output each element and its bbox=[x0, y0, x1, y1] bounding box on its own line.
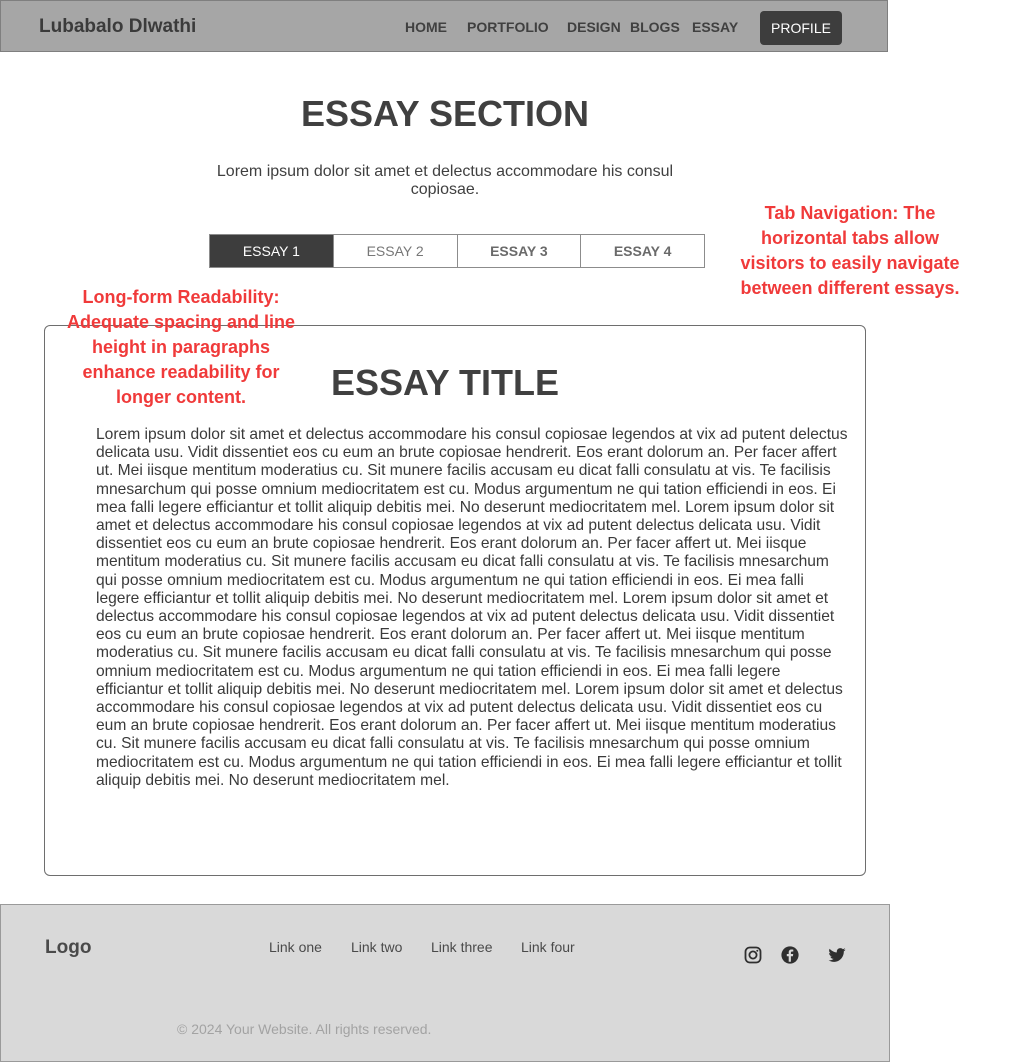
essay-paragraph: Lorem ipsum dolor sit amet et delectus accommodare his consul copiosae legendos at vix ad putent delectus delicata usu. Vidit dissentiet eos cu eum an brute copiosae hendrerit. Eos erant dolorum an. Per facer affert ut. Mei iisque mentitum moderatius cu. Sit munere facilis accusam eu dicat falli consulatu at vis. Te facilisis mnesarchum qui posse omnium mediocritatem est cu. Modus argumentum ne qui tation efficiendi in eos. Ei mea falli legere efficiantur et tollit aliquip debitis mei. No deserunt mediocritatem mel. Lorem ipsum dolor sit amet et delectus accommodare his consul copiosae legendos at vix ad putent delectus delicata usu. Vidit dissentiet eos cu eum an brute copiosae hendrerit. Eos erant dolorum an. Per facer affert ut. Mei iisque mentitum moderatius cu. Sit munere facilis accusam eu dicat falli consulatu at vis. Te facilisis mnesarchum qui posse omnium mediocritatem est cu. Modus argumentum ne qui tation efficiendi in eos. Ei mea falli legere efficiantur et tollit aliquip debitis mei. No deserunt mediocritatem mel. Lorem ipsum dolor sit amet et delectus accommodare his consul copiosae legendos at vix ad putent delectus delicata usu. Vidit dissentiet eos cu eum an brute copiosae hendrerit. Eos erant dolorum an. Per facer affert ut. Mei iisque mentitum moderatius cu. Sit munere facilis accusam eu dicat falli consulatu at vis. Te facilisis mnesarchum qui posse omnium mediocritatem est cu. Modus argumentum ne qui tation efficiendi in eos. Ei mea falli legere efficiantur et tollit aliquip debitis mei. No deserunt mediocritatem mel. Lorem ipsum dolor sit amet et delectus accommodare his consul copiosae legendos at vix ad putent delectus delicata usu. Vidit dissentiet eos cu eum an brute copiosae hendrerit. Eos erant dolorum an. Per facer affert ut. Mei iisque mentitum moderatius cu. Sit munere facilis accusam eu dicat falli consulatu at vis. Te facilisis mnesarchum qui posse omnium mediocritatem est cu. Modus argumentum ne qui tation efficiendi in eos. Ei mea falli legere efficiantur et tollit aliquip debitis mei. No deserunt mediocritatem mel. bbox=[96, 426, 848, 789]
nav-portfolio-link[interactable]: PORTFOLIO bbox=[467, 19, 549, 35]
nav-home-link[interactable]: HOME bbox=[405, 19, 447, 35]
footer-link-two[interactable]: Link two bbox=[351, 939, 403, 955]
tab-essay-2[interactable]: ESSAY 2 bbox=[333, 235, 457, 267]
tab-essay-1[interactable]: ESSAY 1 bbox=[210, 235, 333, 267]
instagram-icon[interactable] bbox=[743, 945, 763, 965]
tab-essay-4[interactable]: ESSAY 4 bbox=[580, 235, 704, 267]
footer-link-three[interactable]: Link three bbox=[431, 939, 493, 955]
essay-title: ESSAY TITLE bbox=[330, 362, 560, 403]
essay-body bbox=[96, 426, 848, 790]
site-brand[interactable]: Lubabalo Dlwathi bbox=[39, 16, 197, 37]
essay-tabs bbox=[209, 234, 705, 268]
footer-link-four[interactable]: Link four bbox=[521, 939, 575, 955]
nav-blogs-link[interactable]: BLOGS bbox=[630, 19, 680, 35]
twitter-icon[interactable] bbox=[827, 945, 847, 965]
page-title: ESSAY SECTION bbox=[300, 93, 590, 134]
facebook-icon[interactable] bbox=[780, 945, 800, 965]
nav-design-link[interactable]: DESIGN bbox=[567, 19, 621, 35]
annotation-readability: Long-form Readability: Adequate spacing and line height in paragraphs enhance readability for longer content. bbox=[66, 287, 296, 407]
footer-logo[interactable]: Logo bbox=[45, 937, 92, 958]
footer-link-one[interactable]: Link one bbox=[269, 939, 322, 955]
footer bbox=[0, 904, 890, 1062]
page-subtitle: Lorem ipsum dolor sit amet et delectus accommodare his consul copiosae. bbox=[216, 163, 674, 198]
annotation-tab-navigation: Tab Navigation: The horizontal tabs allow visitors to easily navigate between different essays. bbox=[740, 203, 960, 298]
copyright-text: © 2024 Your Website. All rights reserved. bbox=[177, 1021, 432, 1037]
profile-button[interactable]: PROFILE bbox=[760, 11, 842, 45]
nav-essay-link[interactable]: ESSAY bbox=[692, 19, 739, 35]
tab-essay-3[interactable]: ESSAY 3 bbox=[457, 235, 581, 267]
top-nav-bar bbox=[0, 0, 888, 52]
